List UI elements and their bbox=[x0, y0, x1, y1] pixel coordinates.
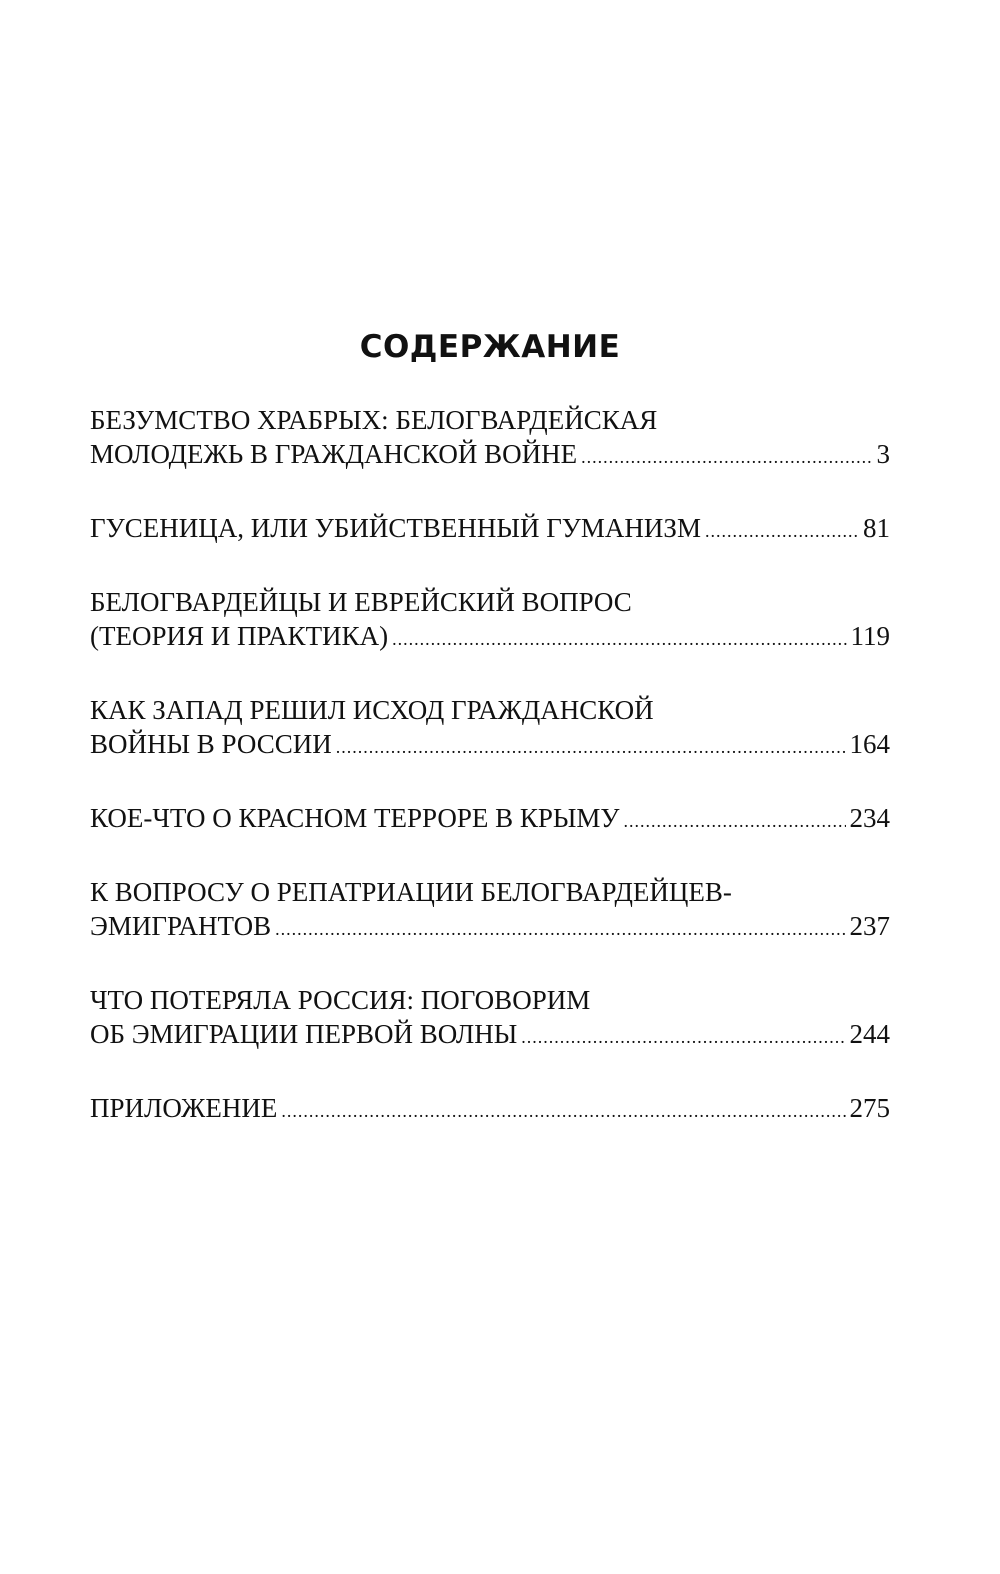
entry-title-line: ПРИЛОЖЕНИЕ bbox=[90, 1093, 278, 1123]
dot-leader bbox=[392, 622, 846, 656]
toc-entry bbox=[90, 983, 890, 1054]
dot-leader bbox=[281, 1094, 845, 1128]
dot-leader bbox=[624, 804, 846, 838]
entry-title-line: ЧТО ПОТЕРЯЛА РОССИЯ: ПОГОВОРИМ bbox=[90, 985, 591, 1015]
table-of-contents bbox=[90, 328, 890, 1165]
entry-title-line: (ТЕОРИЯ И ПРАКТИКА) bbox=[90, 621, 389, 651]
entry-title-line: ГУСЕНИЦА, ИЛИ УБИЙСТВЕННЫЙ ГУМАНИЗМ bbox=[90, 513, 701, 543]
dot-leader bbox=[581, 440, 872, 474]
toc-entry bbox=[90, 693, 890, 764]
entry-title-line: МОЛОДЕЖЬ В ГРАЖДАНСКОЙ ВОЙНЕ bbox=[90, 439, 578, 469]
page-number: 3 bbox=[876, 439, 890, 469]
entry-title-line: ОБ ЭМИГРАЦИИ ПЕРВОЙ ВОЛНЫ bbox=[90, 1019, 518, 1049]
entry-title-line: КОЕ-ЧТО О КРАСНОМ ТЕРРОРЕ В КРЫМУ bbox=[90, 803, 620, 833]
toc-entry bbox=[90, 403, 890, 474]
dot-leader bbox=[705, 514, 859, 548]
entry-title-line: ЭМИГРАНТОВ bbox=[90, 911, 272, 941]
entry-title-line: КАК ЗАПАД РЕШИЛ ИСХОД ГРАЖДАНСКОЙ bbox=[90, 695, 654, 725]
page-number: 119 bbox=[850, 621, 890, 651]
toc-entry bbox=[90, 875, 890, 946]
dot-leader bbox=[336, 730, 846, 764]
toc-entry bbox=[90, 585, 890, 656]
entry-title-line: К ВОПРОСУ О РЕПАТРИАЦИИ БЕЛОГВАРДЕЙЦЕВ- bbox=[90, 877, 732, 907]
toc-entry bbox=[90, 1091, 890, 1128]
entry-title-line: БЕЗУМСТВО ХРАБРЫХ: БЕЛОГВАРДЕЙСКАЯ bbox=[90, 405, 658, 435]
dot-leader bbox=[521, 1020, 845, 1054]
entry-title-line: ВОЙНЫ В РОССИИ bbox=[90, 729, 332, 759]
page-number: 81 bbox=[863, 513, 890, 543]
page-number: 164 bbox=[849, 729, 890, 759]
page-number: 275 bbox=[849, 1093, 890, 1123]
page-title: СОДЕРЖАНИЕ bbox=[359, 329, 621, 365]
entry-title-line: БЕЛОГВАРДЕЙЦЫ И ЕВРЕЙСКИЙ ВОПРОС bbox=[90, 587, 632, 617]
page-number: 234 bbox=[849, 803, 890, 833]
toc-entry bbox=[90, 801, 890, 838]
page-number: 237 bbox=[849, 911, 890, 941]
dot-leader bbox=[275, 912, 845, 946]
toc-entry bbox=[90, 511, 890, 548]
page-number: 244 bbox=[849, 1019, 890, 1049]
